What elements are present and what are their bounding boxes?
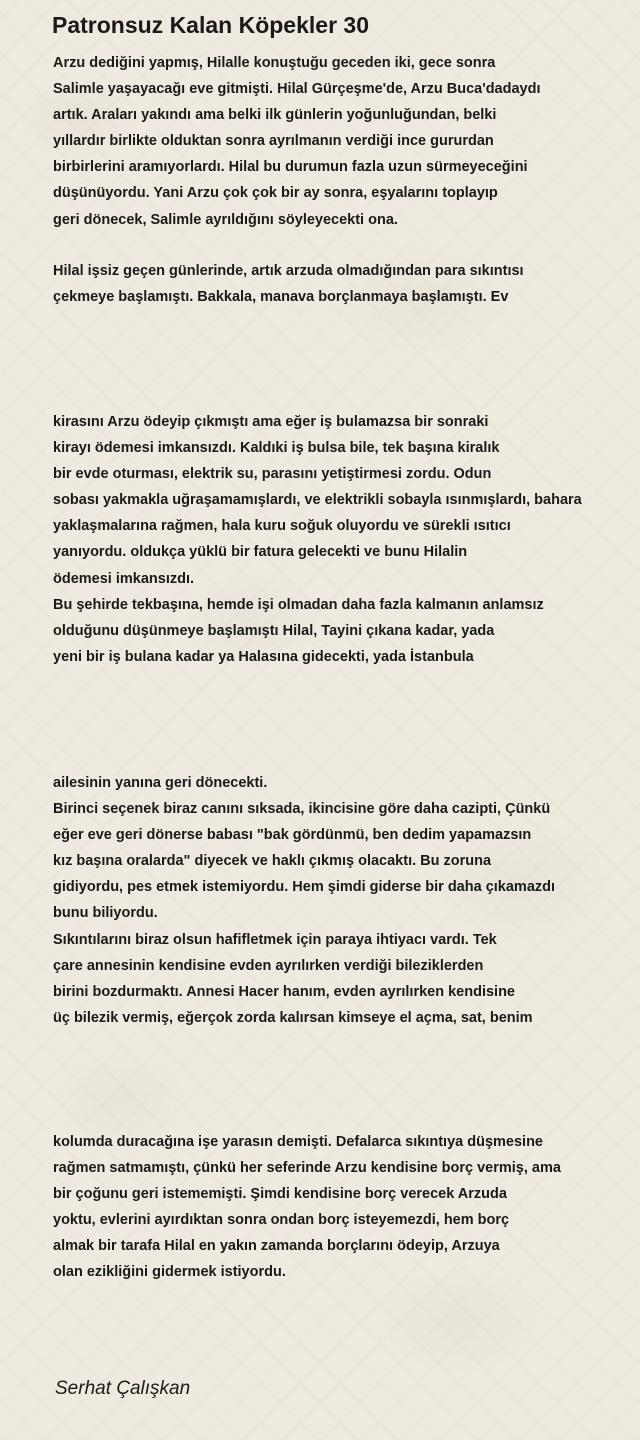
text-line: yanıyordu. oldukça yüklü bir fatura gelecekti ve bunu Hilalin [53,544,468,561]
text-line: kız başına oralarda" diyecek ve haklı çıkmış olacaktı. Bu zoruna [53,853,492,870]
text-line: Salimle yaşayacağı eve gitmişti. Hilal Gürçeşme'de, Arzu Buca'dadaydı [53,81,541,98]
text-line: Hilal işsiz geçen günlerinde, artık arzuda olmadığından para sıkıntısı [53,263,524,279]
author-name: Serhat Çalışkan [55,1378,191,1399]
text-line: Sıkıntılarını biraz olsun hafifletmek için paraya ihtiyacı vardı. Tek [53,931,497,948]
text-line: olan ezikliğini gidermek istiyordu. [53,1264,286,1281]
paragraph-1 [53,50,541,233]
text-line: eğer eve geri dönerse babası "bak gördünmü, ben dedim yapamazsın [53,827,532,844]
text-line: olduğunu düşünmeye başlamıştı Hilal, Tayini çıkana kadar, yada [53,622,495,639]
text-line: birini bozdurmaktı. Annesi Hacer hanım, evden ayrılırken kendisine [53,983,515,1000]
text-line: artık. Araları yakındı ama belki ilk günlerin yoğunluğundan, belki [53,107,497,124]
text-line: gidiyordu, pes etmek istemiyordu. Hem şimdi giderse bir daha çıkamazdı [53,879,556,896]
paragraph-5 [53,1129,561,1286]
text-line: almak bir tarafa Hilal en yakın zamanda borçlarını ödeyip, Arzuya [53,1238,500,1255]
paragraph-2 [53,258,524,310]
text-line: geri dönecek, Salimle ayrıldığını söyleyecekti ona. [53,211,398,228]
text-line: rağmen satmamıştı, çünkü her seferinde Arzu kendisine borç vermiş, ama [53,1160,561,1177]
text-line: yeni bir iş bulana kadar ya Halasına gidecekti, yada İstanbula [53,648,474,665]
text-line: düşünüyordu. Yani Arzu çok çok bir ay sonra, eşyalarını toplayıp [53,185,498,202]
text-line: yoktu, evlerini ayırdıktan sonra ondan borç isteyemezdi, hem borç [53,1212,510,1229]
text-line: ödemesi imkansızdı. [53,570,195,587]
text-line: çare annesinin kendisine evden ayrılırken verdiği bileziklerden [53,957,484,974]
text-line: kolumda duracağına işe yarasın demişti. Defalarca sıkıntıya düşmesine [53,1134,543,1150]
text-line: kirasını Arzu ödeyip çıkmıştı ama eğer iş bulamazsa bir sonraki [53,414,489,430]
text-line: bunu biliyordu. [53,905,158,922]
text-line: üç bilezik vermiş, eğerçok zorda kalırsan kimseye el açma, sat, benim [53,1009,533,1026]
paragraph-3 [53,409,582,670]
text-line: bir evde oturması, elektrik su, parasını yetiştirmesi zordu. Odun [53,466,492,483]
text-line: çekmeye başlamıştı. Bakkala, manava borçlanmaya başlamıştı. Ev [53,289,509,306]
text-line: sobası yakmakla uğraşamamışlardı, ve elektrikli sobayla ısınmışlardı, bahara [53,492,582,509]
text-line: Bu şehirde tekbaşına, hemde işi olmadan daha fazla kalmanın anlamsız [53,596,544,613]
text-line: Birinci seçenek biraz canını sıksada, ikincisine göre daha cazipti, Çünkü [53,801,551,818]
paragraph-4 [53,770,555,1031]
text-line: kirayı ödemesi imkansızdı. Kaldıki iş bulsa bile, tek başına kiralık [53,440,500,457]
page-title: Patronsuz Kalan Köpekler 30 [52,12,369,38]
text-line: yaklaşmalarına rağmen, hala kuru soğuk oluyordu ve sürekli ısıtıcı [53,518,511,535]
text-line: birbirlerini aramıyorlardı. Hilal bu durumun fazla uzun sürmeyeceğini [53,159,528,176]
text-line: bir çoğunu geri istememişti. Şimdi kendisine borç verecek Arzuda [53,1186,507,1203]
text-line: yıllardır birlikte olduktan sonra ayrılmanın verdiği ince gururdan [53,133,494,150]
text-line: ailesinin yanına geri dönecekti. [53,775,268,791]
text-line: Arzu dediğini yapmış, Hilalle konuştuğu geceden iki, gece sonra [53,55,496,71]
